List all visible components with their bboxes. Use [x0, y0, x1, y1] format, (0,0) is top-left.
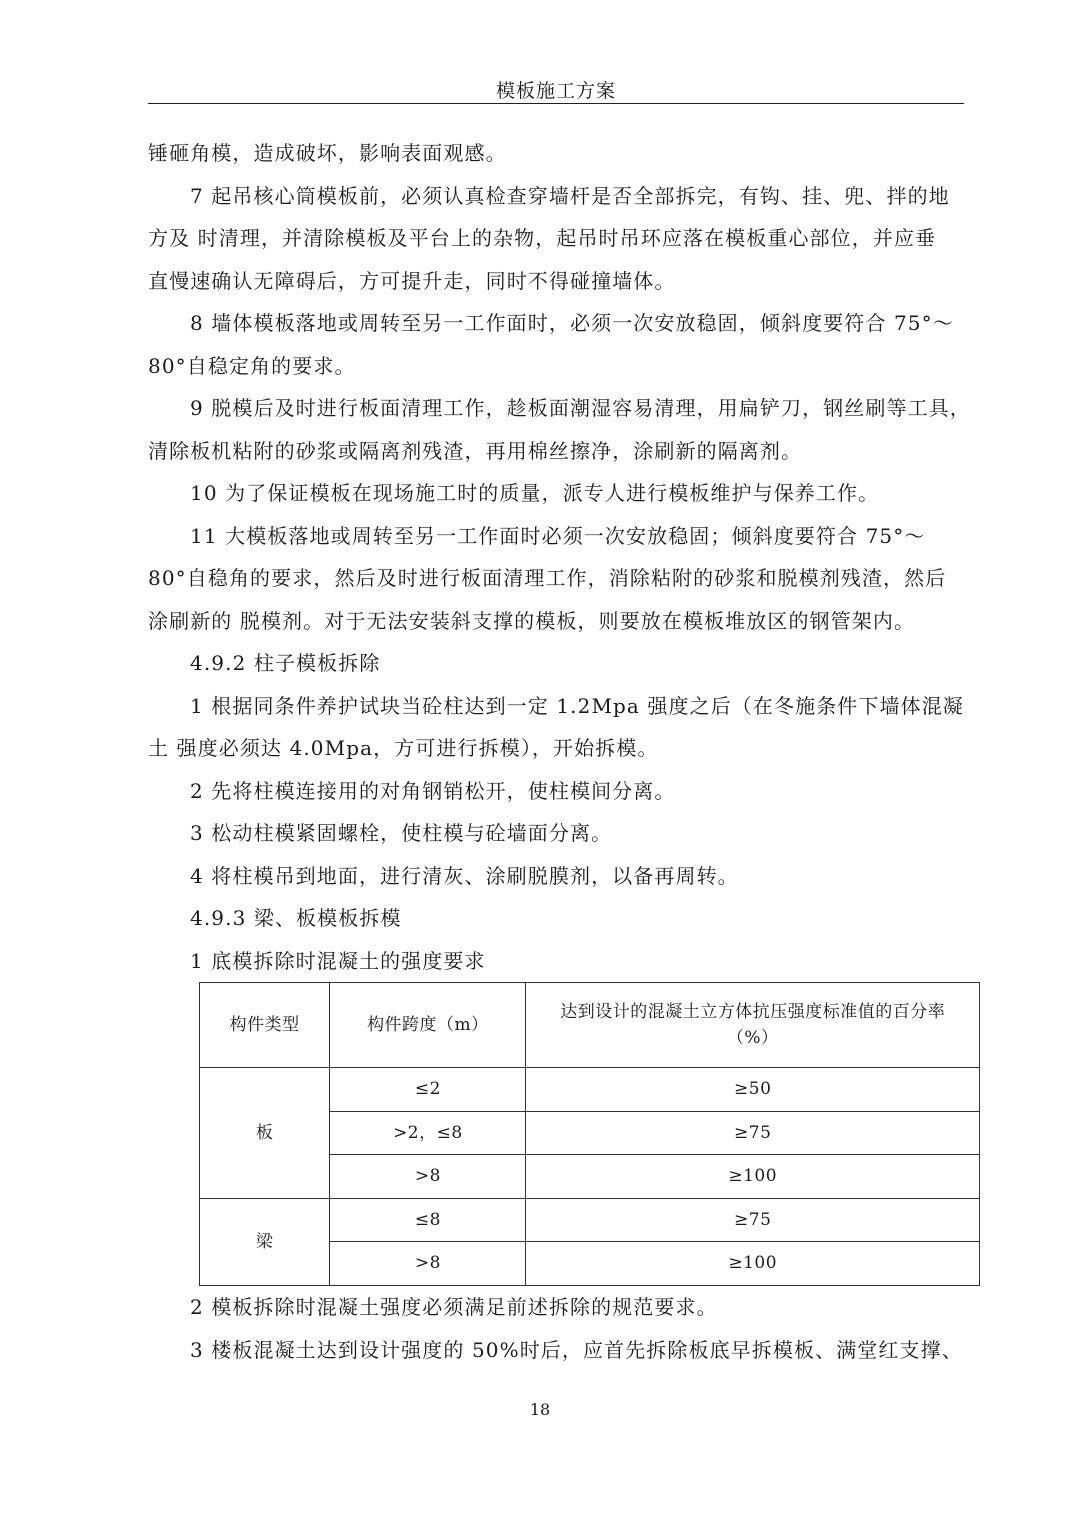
- table-row: [200, 1198, 980, 1242]
- span-cell: >8: [330, 1155, 526, 1199]
- header-divider: [148, 103, 964, 104]
- text-line: 直慢速确认无障碍后，方可提升走，同时不得碰撞墙体。: [148, 268, 676, 293]
- formwork-strength-table: [199, 982, 980, 1286]
- header-cell-span: 构件跨度（m）: [330, 983, 526, 1068]
- span-cell: >8: [330, 1242, 526, 1286]
- page-header-title: 模板施工方案: [495, 80, 616, 102]
- header-cell-strength-percent: [526, 983, 980, 1068]
- text-line: 80°自稳定角的要求。: [148, 353, 356, 378]
- body-text-after-table: [148, 1286, 964, 1371]
- table-row: [200, 1068, 980, 1112]
- strength-cell: ≥75: [526, 1198, 980, 1242]
- body-text: [148, 132, 971, 982]
- section-heading: 4.9.3 梁、板模板拆模: [190, 906, 402, 930]
- text-line: 11 大模板落地或周转至另一工作面时必须一次安放稳固；倾斜度要符合 75°～: [190, 523, 926, 548]
- span-cell: ≤2: [330, 1068, 526, 1112]
- table-header-row: [200, 983, 980, 1068]
- text-line: 土 强度必须达 4.0Mpa，方可进行拆模），开始拆模。: [148, 736, 659, 760]
- text-line: 2 先将柱模连接用的对角钢销松开，使柱模间分离。: [190, 778, 676, 803]
- text-line: 9 脱模后及时进行板面清理工作，趁板面潮湿容易清理，用扁铲刀，钢丝刷等工具，: [190, 396, 971, 420]
- text-line: 3 松动柱模紧固螺栓，使柱模与砼墙面分离。: [190, 821, 613, 845]
- text-line: 4 将柱模吊到地面，进行清灰、涂刷脱膜剂，以备再周转。: [190, 863, 739, 888]
- text-line: 10 为了保证模板在现场施工时的质量，派专人进行模板维护与保养工作。: [190, 481, 880, 505]
- text-line: 方及 时清理，并清除模板及平台上的杂物，起吊时吊环应落在模板重心部位，并应垂: [148, 226, 937, 250]
- text-line: 2 模板拆除时混凝土强度必须满足前述拆除的规范要求。: [190, 1295, 718, 1319]
- text-line: 1 根据同条件养护试块当砼柱达到一定 1.2Mpa 强度之后（在冬施条件下墙体混凝: [190, 693, 964, 718]
- text-line: 涂刷新的 脱模剂。对于无法安装斜支撑的模板，则要放在模板堆放区的钢管架内。: [148, 608, 916, 633]
- text-line: 80°自稳角的要求，然后及时进行板面清理工作，消除粘附的砂浆和脱模剂残渣，然后: [148, 566, 947, 590]
- text-line: 3 楼板混凝土达到设计强度的 50%时后，应首先拆除板底早拆模板、满堂红支撑、: [190, 1337, 963, 1362]
- section-heading: 4.9.2 柱子模板拆除: [190, 651, 381, 675]
- member-type-cell: 板: [200, 1068, 330, 1199]
- text-line: 清除板机粘附的砂浆或隔离剂残渣，再用棉丝擦净，涂刷新的隔离剂。: [148, 438, 803, 463]
- member-type-cell: 梁: [200, 1198, 330, 1285]
- strength-cell: ≥100: [526, 1242, 980, 1286]
- header-cell-strength-unit: （%）: [726, 1028, 779, 1048]
- strength-cell: ≥100: [526, 1155, 980, 1199]
- page-number: 18: [529, 1400, 551, 1419]
- strength-cell: ≥75: [526, 1111, 980, 1155]
- text-line: 8 墙体模板落地或周转至另一工作面时，必须一次安放稳固，倾斜度要符合 75°～: [190, 311, 954, 335]
- span-cell: ≤8: [330, 1198, 526, 1242]
- header-cell-member-type: 构件类型: [200, 983, 330, 1068]
- strength-cell: ≥50: [526, 1068, 980, 1112]
- span-cell: >2，≤8: [330, 1111, 526, 1155]
- text-line: 1 底模拆除时混凝土的强度要求: [190, 948, 486, 973]
- text-line: 锤砸角模，造成破坏，影响表面观感。: [148, 141, 507, 165]
- header-cell-strength-text: 达到设计的混凝土立方体抗压强度标准值的百分率: [560, 1002, 946, 1022]
- text-line: 7 起吊核心筒模板前，必须认真检查穿墙杆是否全部拆完，有钩、挂、兜、拌的地: [190, 183, 950, 208]
